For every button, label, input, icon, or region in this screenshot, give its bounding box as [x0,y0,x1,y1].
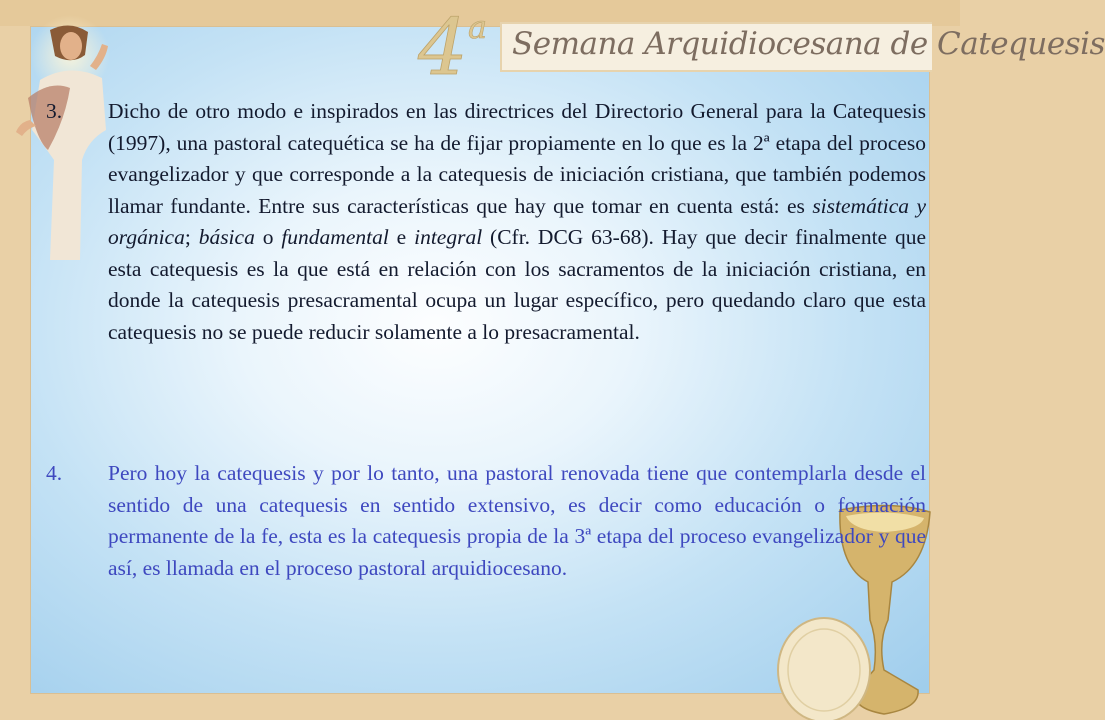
paragraph-text: Dicho de otro modo e inspirados en las directrices del Directorio General para la Catequesis (1997), una pastoral catequética se ha de fijar propiamente en lo que es la 2ª etapa del proceso evangelizador y que corresponde a la catequesis de iniciación cristiana, que también podemos llamar fundante. Entre sus características que hay que tomar en cuenta está: es [108,99,926,218]
paragraph-4 [46,458,926,584]
separator-text: e [388,225,415,249]
paragraph-3 [46,96,926,348]
paragraph-body: Pero hoy la catequesis y por lo tanto, una pastoral renovada tiene que contemplarla desde el sentido de una catequesis en sentido extensivo, es decir como educación o formación permanente de la fe, esta es la catequesis propia de la 3ª etapa del proceso evangelizador y que así, es llamada en el proceso pastoral arquidiocesano. [108,461,926,580]
paragraph-body [108,96,926,348]
logo-superscript: a [468,8,488,46]
page-title: Semana Arquidiocesana de Catequesis [512,26,1105,62]
emphasis-term: integral [414,225,483,249]
paragraph-number: 4. [46,461,63,485]
separator-text: o [254,225,282,249]
logo-4a [412,2,502,93]
emphasis-term: básica [198,225,255,249]
emphasis-term: fundamental [281,225,389,249]
paragraph-text: (Cfr. DCG 63-68). Hay que decir finalmente que esta catequesis es la que está en relación con los sacramentos de la iniciación cristiana, en donde la catequesis presacramental ocupa un lugar específico, pero quedando claro que esta catequesis no se puede reducir solamente a lo presacramental. [108,225,927,344]
emphasis-term: sistemática y orgánica [108,193,926,249]
paragraph-number: 3. [46,99,63,123]
separator-text: ; [184,225,199,249]
logo-number: 4 [418,3,468,93]
